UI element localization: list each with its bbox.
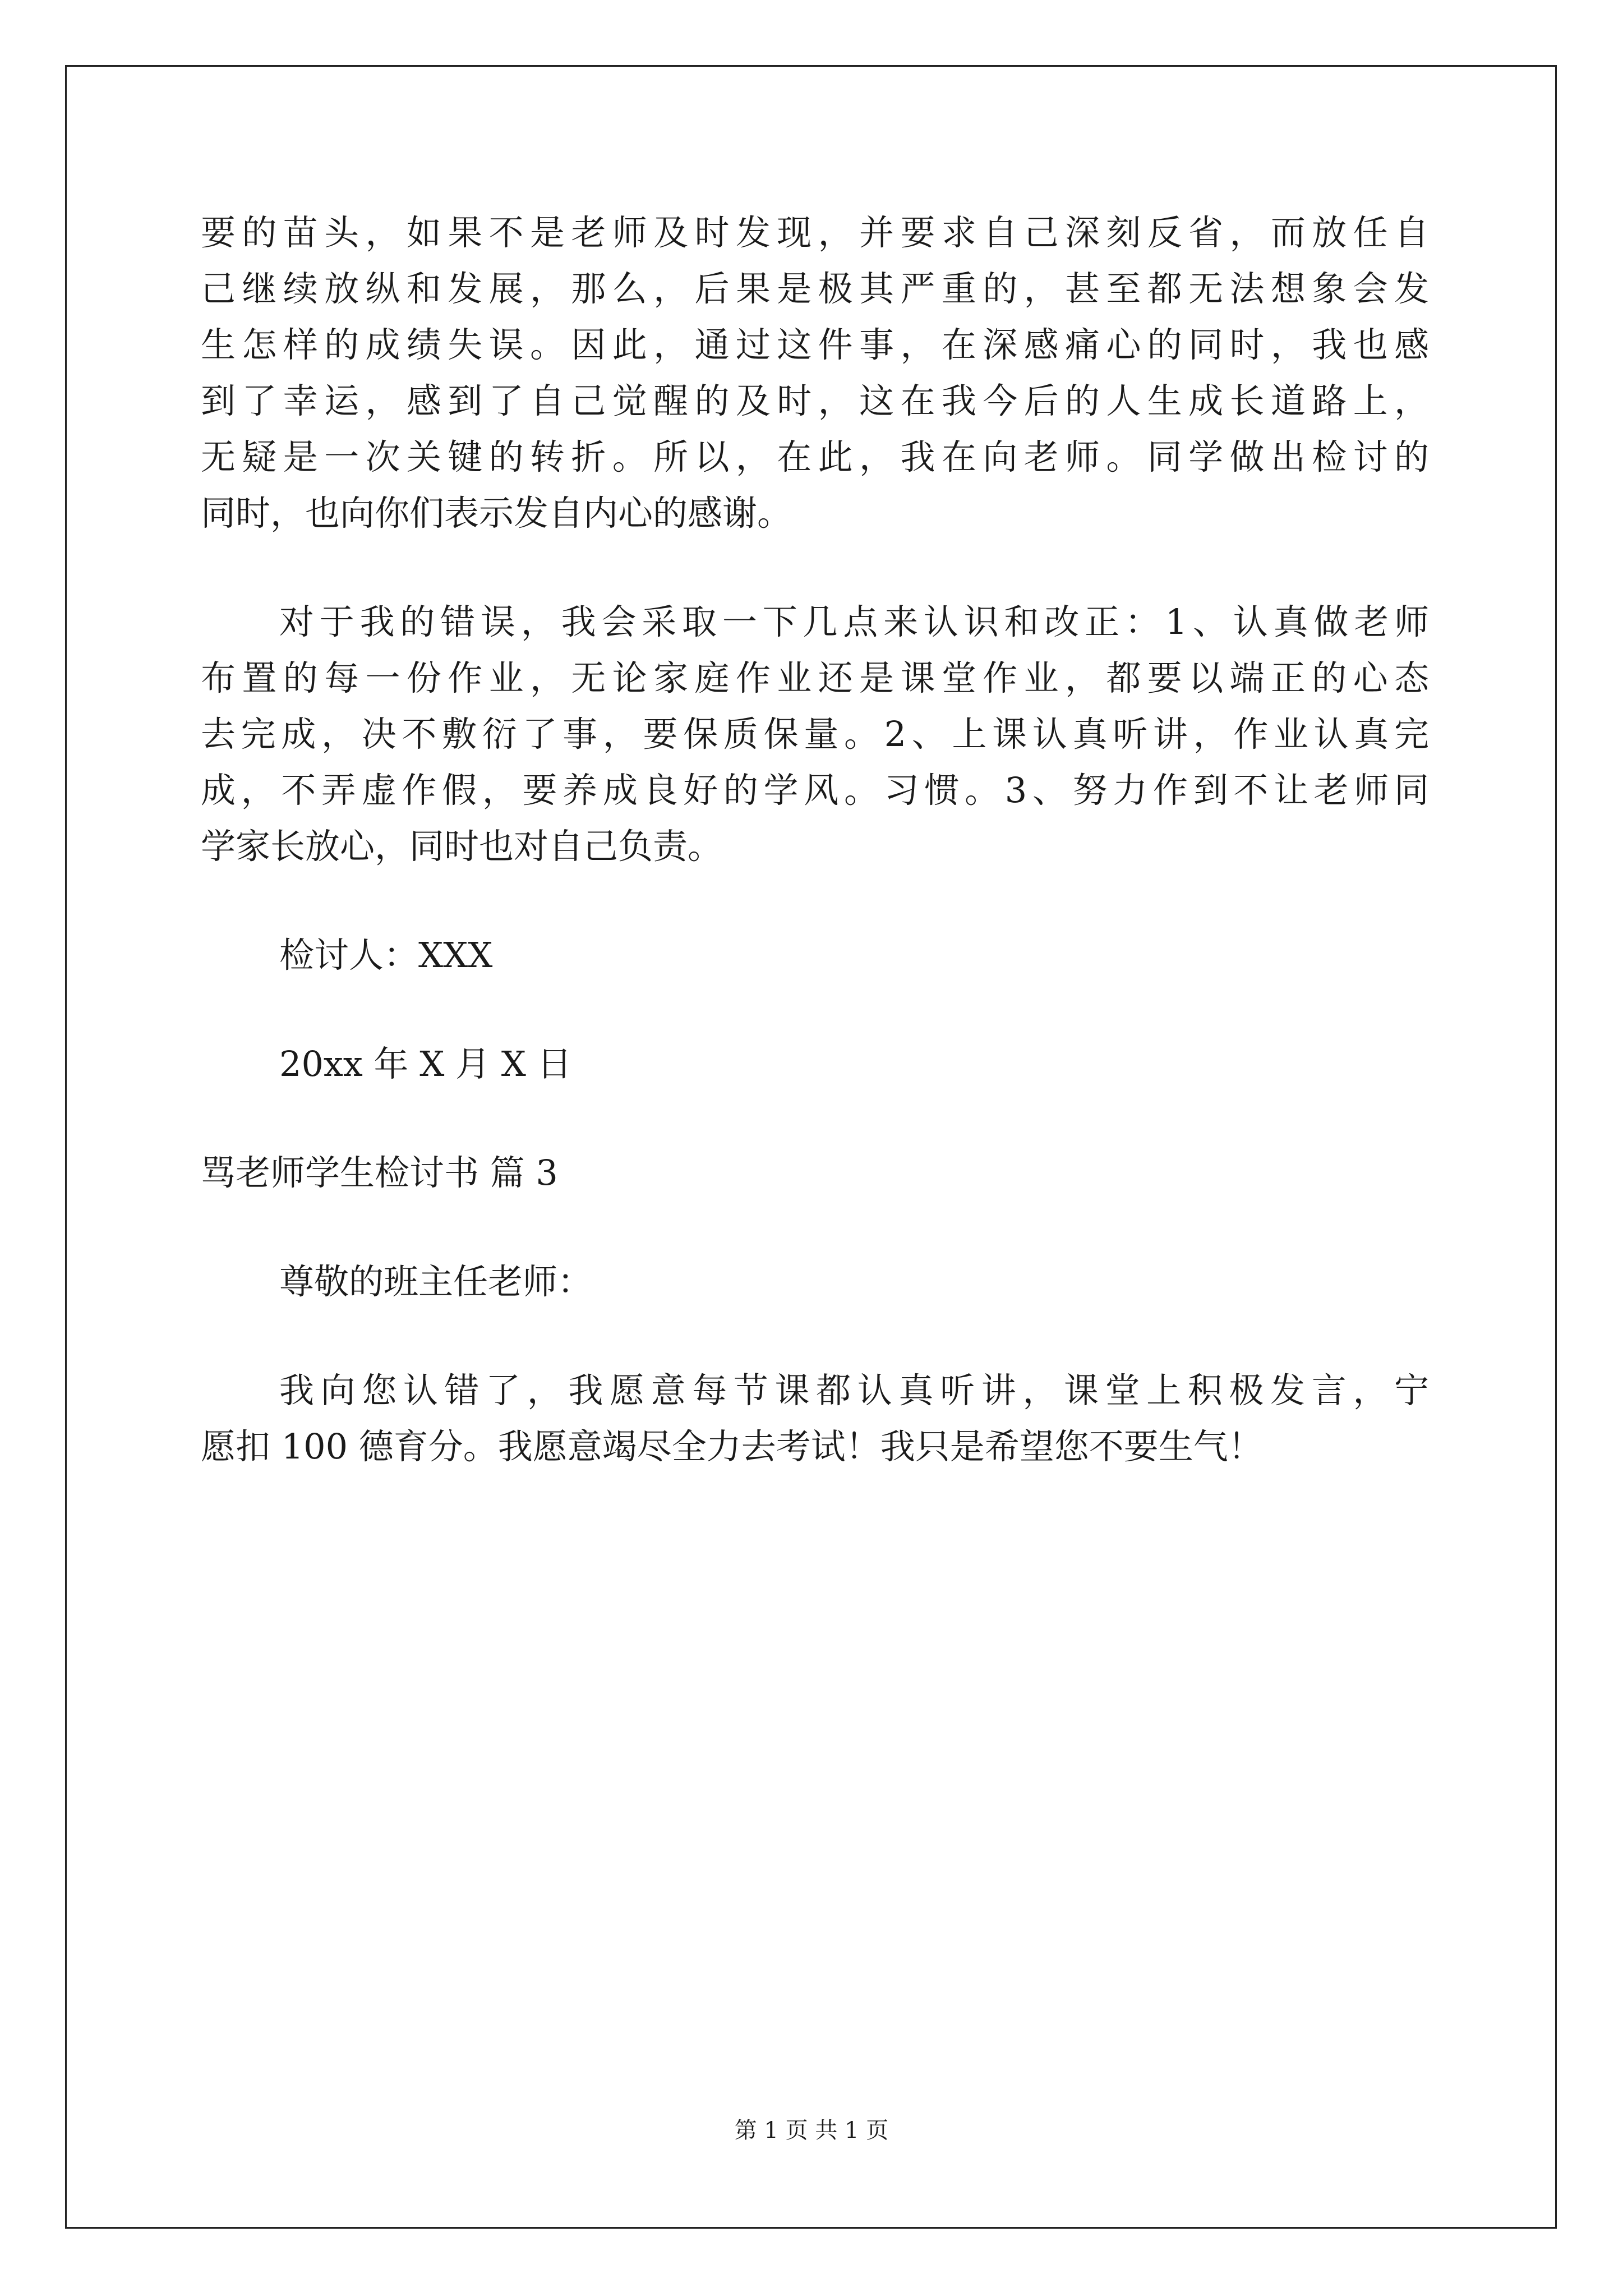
text-line: 要的苗头，如果不是老师及时发现，并要求自己深刻反省，而放任自 xyxy=(201,212,1429,253)
text-line: 无疑是一次关键的转折。所以，在此，我在向老师。同学做出检讨的 xyxy=(201,436,1429,477)
date-line: 20xx 年 X 月 X 日 xyxy=(279,1043,572,1084)
text-line: 我向您认错了，我愿意每节课都认真听讲，课堂上积极发言，宁 xyxy=(279,1370,1429,1411)
document-body xyxy=(201,205,1429,1475)
text-line: 生怎样的成绩失误。因此，通过这件事，在深感痛心的同时，我也感 xyxy=(201,324,1429,365)
signature-line: 检讨人：XXX xyxy=(279,935,493,976)
text-line: 布置的每一份作业，无论家庭作业还是课堂作业，都要以端正的心态 xyxy=(201,657,1429,698)
text-line: 同时，也向你们表示发自内心的感谢。 xyxy=(201,493,792,533)
text-line: 学家长放心，同时也对自己负责。 xyxy=(201,826,723,867)
paragraph xyxy=(201,1363,1429,1475)
text-line: 去完成，决不敷衍了事，要保质保量。2、上课认真听讲，作业认真完 xyxy=(201,714,1429,754)
text-line: 成，不弄虚作假，要养成良好的学风。习惯。3、努力作到不让老师同 xyxy=(201,770,1429,811)
text-line: 愿扣 100 德育分。我愿意竭尽全力去考试！我只是希望您不要生气！ xyxy=(201,1426,1263,1467)
text-line: 到了幸运，感到了自己觉醒的及时，这在我今后的人生成长道路上， xyxy=(201,380,1429,421)
salutation: 尊敬的班主任老师： xyxy=(279,1261,593,1302)
paragraph xyxy=(201,594,1429,875)
section-heading: 骂老师学生检讨书 篇 3 xyxy=(201,1152,558,1193)
text-line: 己继续放纵和发展，那么，后果是极其严重的，甚至都无法想象会发 xyxy=(201,268,1429,309)
paragraph xyxy=(201,205,1429,541)
page-footer: 第 1 页 共 1 页 xyxy=(734,2118,889,2143)
text-line: 对于我的错误，我会采取一下几点来认识和改正：1、认真做老师 xyxy=(279,601,1429,642)
